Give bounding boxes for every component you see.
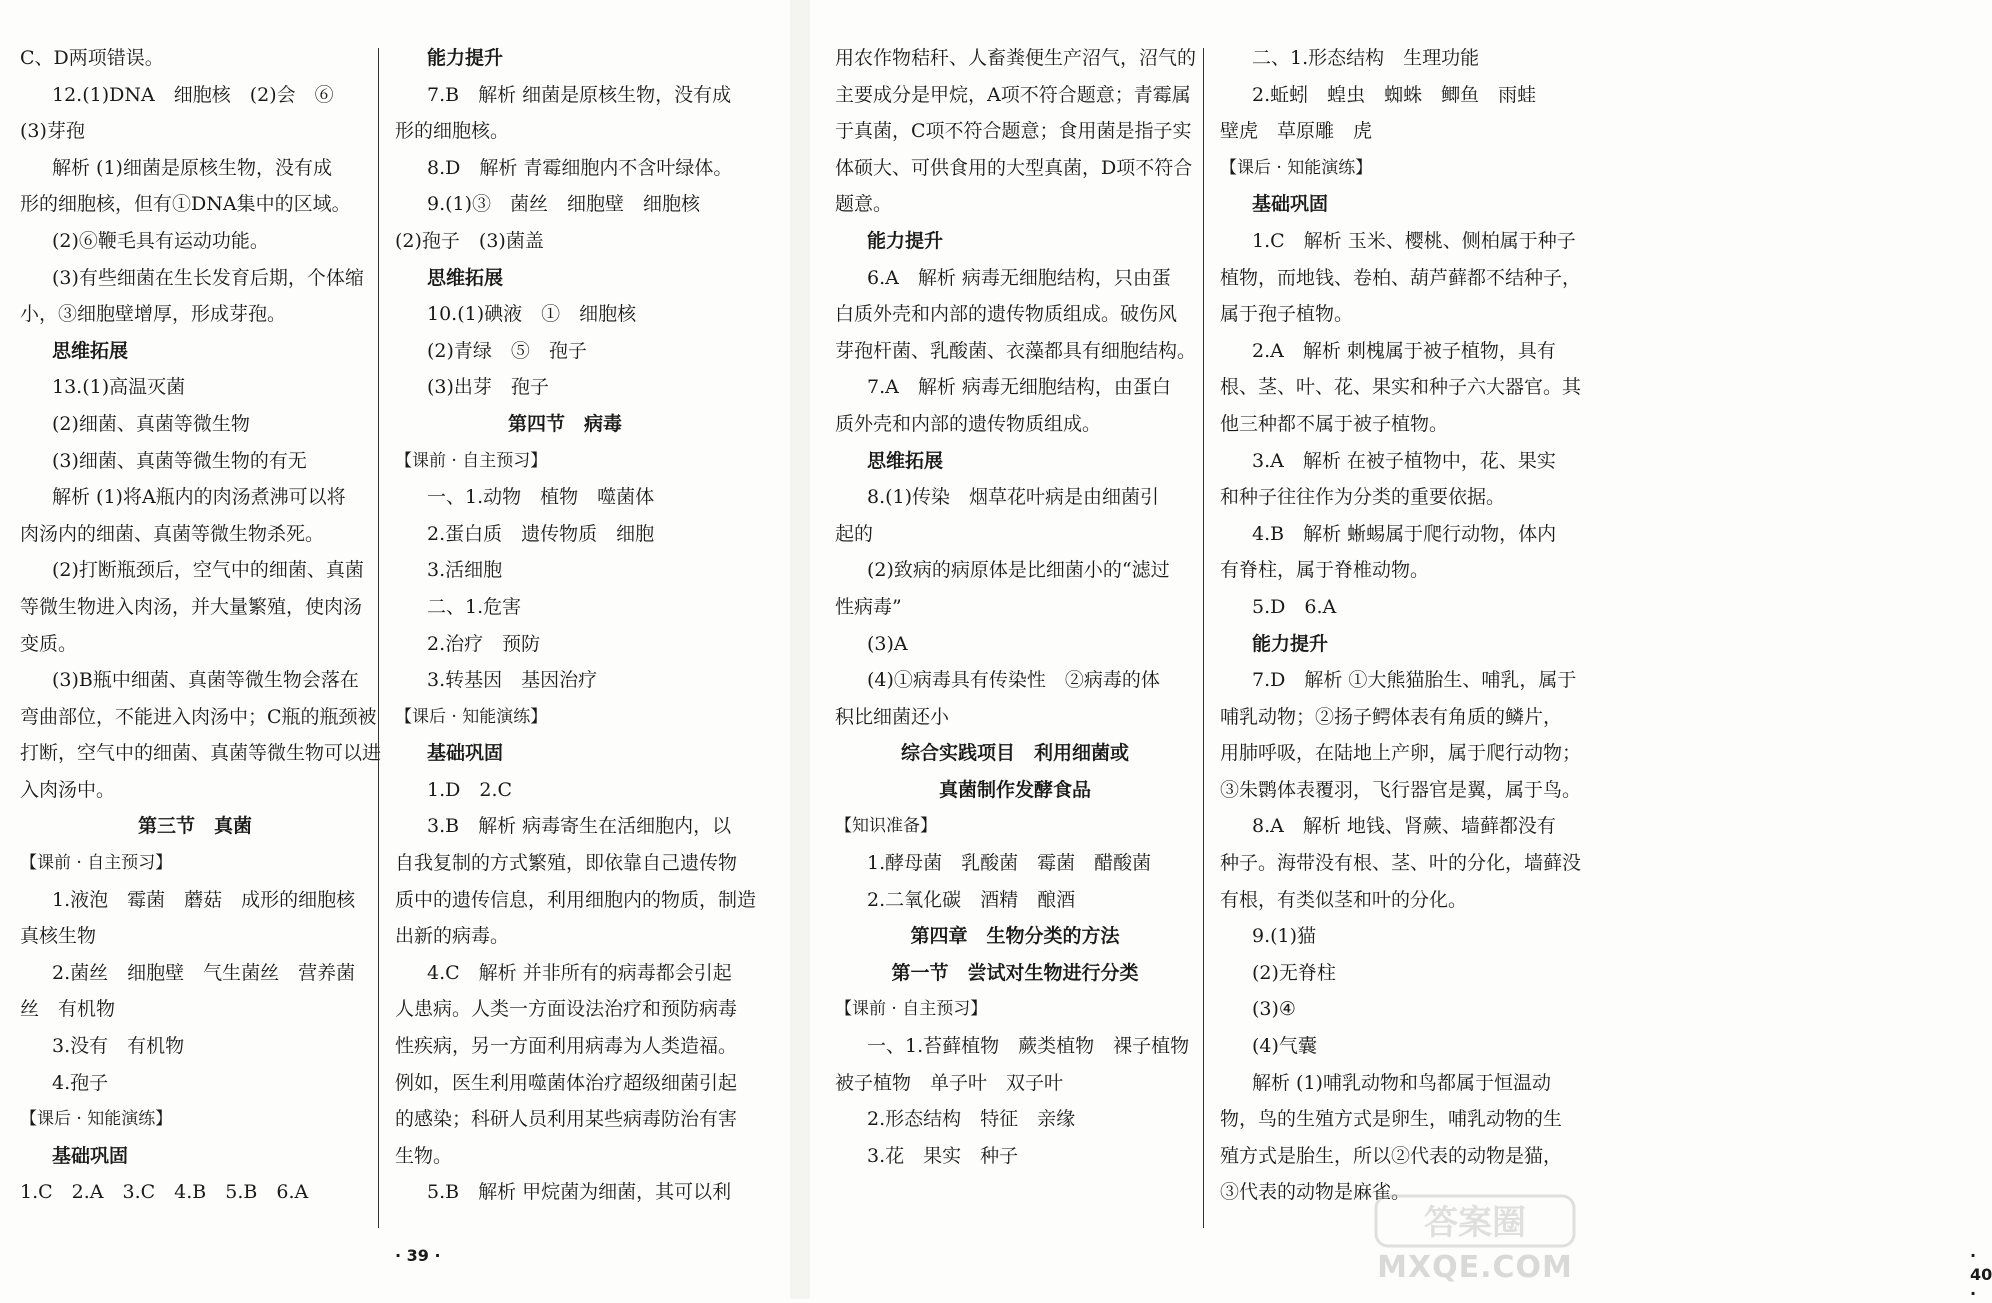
text-line: (3)细菌、真菌等微生物的有无 (52, 449, 307, 472)
text-line: 有脊柱，属于脊椎动物。 (1220, 559, 1430, 582)
text-line: 3.转基因 基因治疗 (427, 669, 598, 692)
text-line: 解析 (1)哺乳动物和鸟都属于恒温动 (1252, 1071, 1551, 1094)
text-line: 4.C 解析 并非所有的病毒都会引起 (427, 961, 732, 984)
text-line: 人患病。人类一方面设法治疗和预防病毒 (395, 998, 738, 1021)
text-line: 打断，空气中的细菌、真菌等微生物可以进 (20, 742, 382, 765)
text-line: (3)B瓶中细菌、真菌等微生物会落在 (52, 669, 359, 692)
section-tag: 【课前 · 自主预习】 (395, 450, 548, 471)
watermark (1370, 1192, 1580, 1292)
page-number: · 39 · (395, 1246, 441, 1265)
text-line: 二、1.形态结构 生理功能 (1252, 47, 1480, 69)
text-line: 丝 有机物 (20, 998, 116, 1021)
page-number: · 40 · (1970, 1246, 1992, 1303)
text-line: 壁虎 草原雕 虎 (1220, 120, 1373, 143)
text-line: 性病毒” (835, 595, 902, 618)
text-line: 7.D 解析 ①大熊猫胎生、哺乳，属于 (1252, 669, 1577, 692)
text-line: 积比细菌还小 (835, 705, 950, 728)
text-line: 真核生物 (20, 925, 97, 948)
text-line: (3)芽孢 (20, 120, 85, 143)
section-tag: 【课前 · 自主预习】 (835, 999, 988, 1020)
text-line: 用农作物秸秆、人畜粪便生产沼气，沼气的 (835, 47, 1197, 69)
text-line: 题意。 (835, 193, 893, 216)
text-line: (3)有些细菌在生长发育后期，个体缩 (52, 266, 364, 289)
subsection-heading: 思维拓展 (867, 449, 944, 472)
text-line: (2)青绿 ⑤ 孢子 (427, 339, 587, 362)
subsection-heading: 基础巩固 (427, 742, 504, 765)
text-line: 13.(1)高温灭菌 (52, 376, 186, 399)
section-tag: 【知识准备】 (835, 816, 937, 837)
column-4 (1220, 40, 1582, 1211)
text-line: 9.(1)猫 (1252, 925, 1317, 948)
watermark-logo-text: 答案圈 (1424, 1203, 1526, 1243)
text-line: 白质外壳和内部的遗传物质组成。破伤风 (835, 303, 1178, 326)
text-line: (2)致病的病原体是比细菌小的“滤过 (867, 559, 1170, 582)
text-line: 二、1.危害 (427, 595, 522, 618)
text-line: ③代表的动物是麻雀。 (1220, 1181, 1411, 1204)
text-line: (2)细菌、真菌等微生物 (52, 412, 250, 435)
text-line: 3.B 解析 病毒寄生在活细胞内，以 (427, 815, 732, 838)
text-line: 4.B 解析 蜥蜴属于爬行动物，体内 (1252, 522, 1557, 545)
column-divider (378, 48, 379, 1228)
text-line: 芽孢杆菌、乳酸菌、衣藻都具有细胞结构。 (835, 339, 1197, 362)
text-line: ③朱鹮体表覆羽，飞行器官是翼，属于鸟。 (1220, 778, 1582, 801)
text-line: 例如，医生利用噬菌体治疗超级细菌引起 (395, 1071, 738, 1094)
text-line: 根、茎、叶、花、果实和种子六大器官。其 (1220, 376, 1582, 399)
text-line: 1.C 2.A 3.C 4.B 5.B 6.A (20, 1181, 309, 1204)
page-fold (790, 0, 810, 1299)
text-line: 哺乳动物；②扬子鳄体表有角质的鳞片， (1220, 705, 1563, 728)
text-line: 生物。 (395, 1144, 453, 1167)
subsection-heading: 思维拓展 (427, 266, 504, 289)
text-line: 性疾病，另一方面利用病毒为人类造福。 (395, 1035, 738, 1058)
subsection-heading: 能力提升 (867, 229, 944, 252)
text-line: 被子植物 单子叶 双子叶 (835, 1071, 1064, 1094)
text-line: 解析 (1)将A瓶内的肉汤煮沸可以将 (52, 486, 346, 509)
text-line: (2)无脊柱 (1252, 961, 1336, 984)
text-line: 种子。海带没有根、茎、叶的分化，墙藓没 (1220, 852, 1582, 875)
text-line: 自我复制的方式繁殖，即依靠自己遗传物 (395, 852, 738, 875)
watermark-logo-icon (1370, 1192, 1580, 1250)
text-line: 物，鸟的生殖方式是卵生，哺乳动物的生 (1220, 1108, 1563, 1131)
text-line: 2.治疗 预防 (427, 632, 541, 655)
watermark-url: MXQE.COM (1377, 1250, 1573, 1285)
text-line: 解析 (1)细菌是原核生物，没有成 (52, 156, 332, 179)
text-line: 和种子往往作为分类的重要依据。 (1220, 486, 1506, 509)
text-line: 1.液泡 霉菌 蘑菇 成形的细胞核 (52, 888, 356, 911)
text-line: 主要成分是甲烷，A项不符合题意；青霉属 (835, 83, 1191, 106)
text-line: 起的 (835, 522, 874, 545)
text-line: 12.(1)DNA 细胞核 (2)会 ⑥ (52, 83, 334, 106)
text-line: 变质。 (20, 632, 78, 655)
text-line: 1.D 2.C (427, 778, 513, 801)
text-line: 3.活细胞 (427, 559, 503, 582)
text-line: 7.B 解析 细菌是原核生物，没有成 (427, 83, 732, 106)
text-line: 2.二氧化碳 酒精 酿酒 (867, 888, 1076, 911)
text-line: (2)孢子 (3)菌盖 (395, 229, 544, 252)
column-3 (835, 40, 1195, 1174)
text-line: 一、1.苔藓植物 蕨类植物 裸子植物 (867, 1035, 1190, 1058)
text-line: 于真菌，C项不符合题意；食用菌是指子实 (835, 120, 1192, 143)
text-line: 植物，而地钱、卷柏、葫芦藓都不结种子， (1220, 266, 1582, 289)
text-line: 小，③细胞壁增厚，形成芽孢。 (20, 303, 287, 326)
text-line: (2)打断瓶颈后，空气中的细菌、真菌 (52, 559, 364, 582)
section-tag: 【课后 · 知能演练】 (20, 1109, 173, 1130)
column-2 (395, 40, 757, 1211)
text-line: 5.D 6.A (1252, 595, 1337, 618)
text-line: 用肺呼吸，在陆地上产卵，属于爬行动物； (1220, 742, 1582, 765)
section-title: 第三节 真菌 (137, 815, 252, 838)
text-line: 的感染；科研人员利用某些病毒防治有害 (395, 1108, 738, 1131)
text-line: 3.没有 有机物 (52, 1035, 185, 1058)
text-line: (3)出芽 孢子 (427, 376, 549, 399)
text-line: 他三种都不属于被子植物。 (1220, 412, 1449, 435)
text-line: (4)①病毒具有传染性 ②病毒的体 (867, 669, 1160, 692)
section-tag: 【课前 · 自主预习】 (20, 853, 173, 874)
subsection-heading: 基础巩固 (52, 1144, 129, 1167)
text-line: 2.蚯蚓 蝗虫 蜘蛛 鲫鱼 雨蛙 (1252, 83, 1537, 106)
text-line: 出新的病毒。 (395, 925, 510, 948)
text-line: 5.B 解析 甲烷菌为细菌，其可以利 (427, 1181, 732, 1204)
column-divider (1203, 48, 1204, 1228)
section-title: 第一节 尝试对生物进行分类 (891, 961, 1139, 984)
text-line: 8.D 解析 青霉细胞内不含叶绿体。 (427, 156, 733, 179)
text-line: 体硕大、可供食用的大型真菌，D项不符合 (835, 156, 1193, 179)
text-line: 8.(1)传染 烟草花叶病是由细菌引 (867, 486, 1160, 509)
text-line: 质外壳和内部的遗传物质组成。 (835, 412, 1102, 435)
subsection-heading: 思维拓展 (52, 339, 129, 362)
page-left (0, 0, 790, 1299)
text-line: 有根，有类似茎和叶的分化。 (1220, 888, 1468, 911)
text-line: 殖方式是胎生，所以②代表的动物是猫， (1220, 1144, 1563, 1167)
text-line: C、D两项错误。 (20, 47, 164, 69)
text-line: 质中的遗传信息，利用细胞内的物质，制造 (395, 888, 757, 911)
text-line: 4.孢子 (52, 1071, 109, 1094)
section-title: 第四节 病毒 (507, 412, 622, 435)
text-line: 属于孢子植物。 (1220, 303, 1354, 326)
text-line: 1.酵母菌 乳酸菌 霉菌 醋酸菌 (867, 852, 1152, 875)
section-tag: 【课后 · 知能演练】 (1220, 157, 1373, 178)
column-1 (20, 40, 382, 1211)
text-line: 弯曲部位，不能进入肉汤中；C瓶的瓶颈被 (20, 705, 377, 728)
text-line: 7.A 解析 病毒无细胞结构，由蛋白 (867, 376, 1171, 399)
subsection-heading: 能力提升 (1252, 632, 1329, 655)
text-line: 10.(1)碘液 ① 细胞核 (427, 303, 637, 326)
text-line: (3)④ (1252, 998, 1296, 1021)
text-line: 9.(1)③ 菌丝 细胞壁 细胞核 (427, 193, 701, 216)
text-line: 形的细胞核，但有①DNA集中的区域。 (20, 193, 351, 216)
text-line: 3.A 解析 在被子植物中，花、果实 (1252, 449, 1556, 472)
text-line: 3.花 果实 种子 (867, 1144, 1019, 1167)
text-line: 一、1.动物 植物 噬菌体 (427, 486, 655, 509)
section-title: 综合实践项目 利用细菌或 (900, 742, 1129, 765)
text-line: 等微生物进入肉汤，并大量繁殖，使肉汤 (20, 595, 363, 618)
text-line: 肉汤内的细菌、真菌等微生物杀死。 (20, 522, 325, 545)
text-line: 6.A 解析 病毒无细胞结构，只由蛋 (867, 266, 1171, 289)
text-line: (4)气囊 (1252, 1035, 1317, 1058)
text-line: 2.菌丝 细胞壁 气生菌丝 营养菌 (52, 961, 356, 984)
subsection-heading: 基础巩固 (1252, 193, 1329, 216)
text-line: 2.蛋白质 遗传物质 细胞 (427, 522, 655, 545)
section-title: 第四章 生物分类的方法 (910, 925, 1120, 948)
text-line: (3)A (867, 632, 908, 655)
section-title: 真菌制作发酵食品 (938, 778, 1091, 801)
text-line: 入肉汤中。 (20, 778, 116, 801)
section-tag: 【课后 · 知能演练】 (395, 706, 548, 727)
text-line: 形的细胞核。 (395, 120, 510, 143)
text-line: 8.A 解析 地钱、肾蕨、墙藓都没有 (1252, 815, 1556, 838)
text-line: 1.C 解析 玉米、樱桃、侧柏属于种子 (1252, 229, 1576, 252)
text-line: 2.A 解析 刺槐属于被子植物，具有 (1252, 339, 1556, 362)
text-line: 2.形态结构 特征 亲缘 (867, 1108, 1076, 1131)
subsection-heading: 能力提升 (427, 47, 504, 69)
page-right (810, 0, 1992, 1303)
text-line: (2)⑥鞭毛具有运动功能。 (52, 229, 269, 252)
